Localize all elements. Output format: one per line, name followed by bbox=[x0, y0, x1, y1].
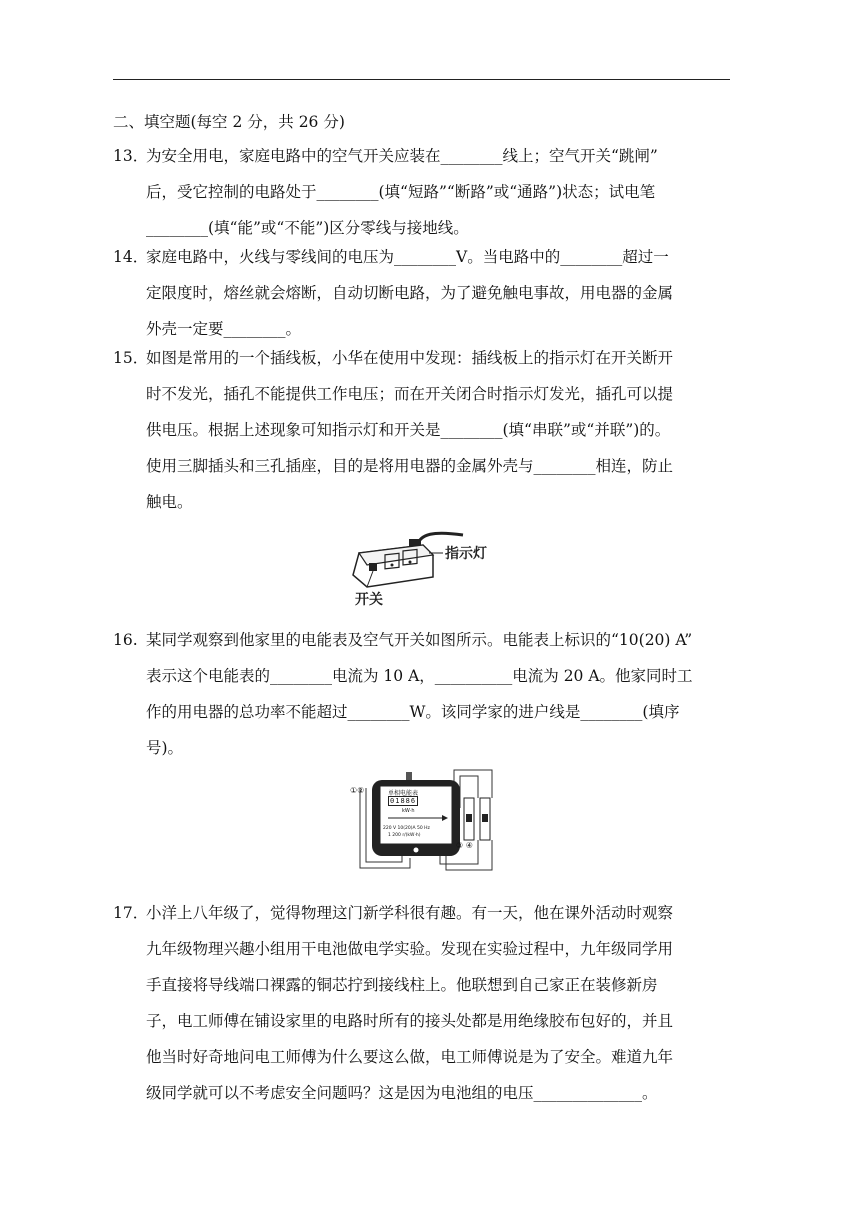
question-number: 14． bbox=[113, 248, 149, 266]
question-line: 他当时好奇地问电工师傅为什么要这么做，电工师傅说是为了安全。难道九年 bbox=[146, 1048, 674, 1066]
question-14 bbox=[113, 239, 733, 347]
question-line: 号)。 bbox=[146, 739, 184, 757]
question-16 bbox=[113, 622, 733, 766]
question-text: 某同学观察到他家里的电能表及空气开关如图所示。电能表上标识的“10(20) A” bbox=[146, 631, 693, 649]
meter-reading bbox=[388, 796, 418, 806]
question-number: 17． bbox=[113, 904, 149, 922]
reading-digit: 6 bbox=[410, 797, 417, 805]
meter-spec-2: 1 200 r/(kW·h) bbox=[388, 833, 421, 838]
wire-label-right: ③ ④ bbox=[456, 841, 473, 850]
indicator-light-label: 指示灯 bbox=[445, 546, 487, 562]
question-text: 小洋上八年级了，觉得物理这门新学科很有趣。有一天，他在课外活动时观察 bbox=[146, 904, 674, 922]
question-line: 时不发光，插孔不能提供工作电压；而在开关闭合时指示灯发光，插孔可以提 bbox=[146, 385, 674, 403]
electricity-meter-illustration bbox=[350, 768, 500, 876]
question-line: 后，受它控制的电路处于________(填“短路”“断路”或“通路”)状态；试电笔 bbox=[146, 183, 656, 201]
question-15 bbox=[113, 340, 733, 520]
electricity-meter-figure bbox=[350, 768, 500, 876]
question-line bbox=[113, 895, 733, 931]
question-text: 如图是常用的一个插线板，小华在使用中发现：插线板上的指示灯在开关断开 bbox=[146, 349, 674, 367]
question-line: 供电压。根据上述现象可知指示灯和开关是________(填“串联”或“并联”)的。 bbox=[146, 421, 671, 439]
question-line bbox=[113, 239, 733, 275]
question-line bbox=[113, 622, 733, 658]
question-text: 为安全用电，家庭电路中的空气开关应装在________线上；空气开关“跳闸” bbox=[146, 147, 658, 165]
question-17 bbox=[113, 895, 733, 1111]
reading-digit: 8 bbox=[405, 797, 411, 805]
question-line: 作的用电器的总功率不能超过________W。该同学家的进户线是________(填序 bbox=[146, 703, 680, 721]
meter-spec-1: 220 V 10(20)A 50 Hz bbox=[383, 826, 430, 831]
switch-label: 开关 bbox=[355, 592, 383, 608]
question-line bbox=[113, 340, 733, 376]
question-line: 外壳一定要________。 bbox=[146, 320, 302, 338]
question-number: 13． bbox=[113, 147, 149, 165]
section-title: 二、填空题(每空 2 分，共 26 分) bbox=[113, 113, 345, 131]
question-line bbox=[113, 138, 733, 174]
question-line: 子，电工师傅在铺设家里的电路时所有的接头处都是用绝缘胶布包好的，并且 bbox=[146, 1012, 674, 1030]
meter-unit: kW·h bbox=[402, 808, 415, 814]
reading-digit: 1 bbox=[395, 797, 401, 805]
question-13 bbox=[113, 138, 733, 246]
question-line: 九年级物理兴趣小组用干电池做电学实验。发现在实验过程中，九年级同学用 bbox=[146, 940, 674, 958]
question-line: 定限度时，熔丝就会熔断，自动切断电路，为了避免触电事故，用电器的金属 bbox=[146, 284, 674, 302]
wire-label-left: ①② bbox=[350, 786, 365, 795]
power-strip-figure bbox=[345, 525, 505, 610]
question-line: 使用三脚插头和三孔插座，目的是将用电器的金属外壳与________相连，防止 bbox=[146, 457, 674, 475]
question-number: 16. bbox=[113, 631, 138, 649]
meter-title: 单相电能表 bbox=[388, 790, 419, 797]
top-rule bbox=[113, 79, 730, 80]
question-line: 手直接将导线端口裸露的铜芯拧到接线柱上。他联想到自己家正在装修新房 bbox=[146, 976, 658, 994]
question-text: 家庭电路中，火线与零线间的电压为________V。当电路中的________超过一 bbox=[146, 248, 669, 266]
question-line: 表示这个电能表的________电流为 10 A，__________电流为 20 A。他家同时工 bbox=[146, 667, 693, 685]
reading-digit: 0 bbox=[390, 797, 396, 805]
question-line: 触电。 bbox=[146, 493, 193, 511]
question-number: 15． bbox=[113, 349, 149, 367]
question-line: ________(填“能”或“不能”)区分零线与接地线。 bbox=[146, 219, 469, 237]
question-line: 级同学就可以不考虑安全问题吗？这是因为电池组的电压______________。 bbox=[146, 1084, 658, 1102]
reading-digit: 8 bbox=[400, 797, 406, 805]
